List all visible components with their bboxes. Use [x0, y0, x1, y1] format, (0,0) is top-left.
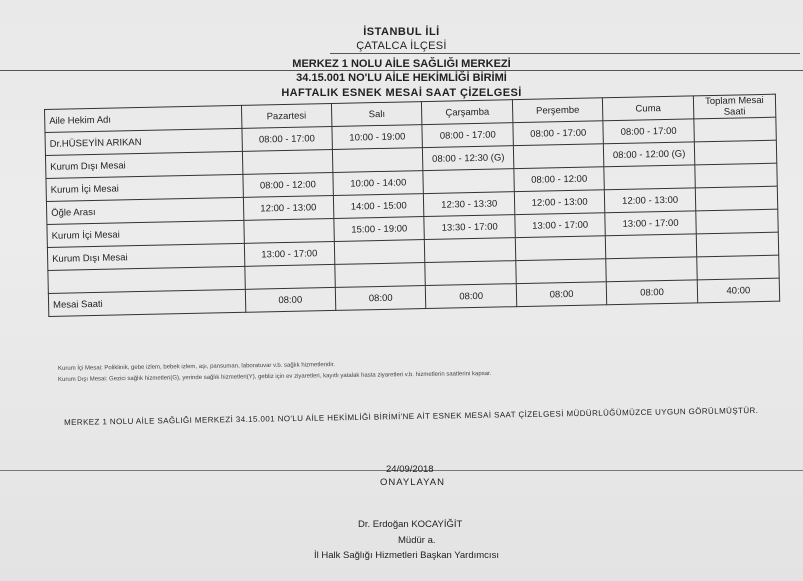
table-cell: 08:00 - 12:00: [514, 167, 605, 192]
table-cell: 08:00 - 17:00: [422, 123, 513, 148]
unit-heading: 34.15.001 NO'LU AİLE HEKİMLİĞİ BİRİMİ: [296, 72, 507, 84]
table-cell: Kurum İçi Mesai: [46, 174, 243, 201]
table-cell: [606, 234, 697, 259]
header-rule-2: [0, 70, 803, 71]
table-cell: [242, 149, 333, 174]
header-cell: Perşembe: [512, 98, 603, 123]
table-cell: 13:00 - 17:00: [515, 213, 606, 238]
table-cell: [425, 238, 516, 263]
table-cell: [695, 186, 778, 211]
table-cell: Öğle Arası: [46, 197, 243, 224]
table-cell: [606, 257, 697, 282]
header-cell: Cuma: [603, 96, 694, 121]
table-cell: 12:00 - 13:00: [243, 195, 334, 220]
table-cell: 13:00 - 17:00: [605, 211, 696, 236]
table-cell: [332, 148, 423, 173]
district-heading: ÇATALCA İLÇESİ: [356, 40, 447, 52]
table-cell: [696, 232, 779, 257]
header-rule-1: [330, 53, 800, 54]
table-cell: Kurum İçi Mesai: [47, 220, 244, 247]
table-cell: 13:30 - 17:00: [424, 215, 515, 240]
table-cell: 08:00 - 17:00: [513, 121, 604, 146]
note-external-hours: Kurum Dışı Mesai: Gezici sağlık hizmetleri(G), yerinde sağlık hizmetleri(Y), gebliz için ev ziyaretleri, kayıtlı yatalak hasta ziyaretleri v.b. hizmetlerin saatlerini kapsar.: [57, 370, 492, 384]
table-cell: [696, 209, 779, 234]
table-cell: 15:00 - 19:00: [334, 217, 425, 242]
table-cell: Dr.HÜSEYİN ARIKAN: [45, 128, 242, 155]
table-cell: 08:00 - 12:30 (G): [423, 146, 514, 171]
weekly-schedule-table: [44, 94, 780, 317]
table-cell: [243, 218, 334, 243]
table-cell: 08:00 - 17:00: [241, 126, 332, 151]
signatory-title: İl Halk Sağlığı Hizmetleri Başkan Yardımcısı: [314, 550, 499, 561]
table-cell: [697, 255, 780, 280]
header-cell: Pazartesi: [241, 103, 332, 128]
table-cell: Kurum Dışı Mesai: [45, 151, 242, 178]
header-cell: Aile Hekim Adı: [45, 105, 242, 132]
header-cell: Toplam Mesai Saati: [693, 94, 776, 119]
approved-by-label: ONAYLAYAN: [380, 477, 445, 488]
table-cell: [425, 261, 516, 286]
table-cell: [695, 163, 778, 188]
table-cell: 08:00: [426, 284, 517, 309]
table-cell: [334, 240, 425, 265]
table-cell: [515, 236, 606, 261]
table-cell: 14:00 - 15:00: [333, 194, 424, 219]
table-cell: 40:00: [697, 278, 780, 303]
table-cell: 08:00: [516, 282, 607, 307]
table-cell: Mesai Saati: [48, 289, 245, 316]
signatory-name: Dr. Erdoğan KOCAYİĞİT: [358, 519, 463, 530]
table-cell: Kurum Dışı Mesai: [47, 243, 244, 270]
approval-statement: MERKEZ 1 NOLU AİLE SAĞLIĞI MERKEZİ 34.15.001 NO'LU AİLE HEKİMLİĞİ BİRİMİ'NE AİT ESNEK MESAİ SAAT ÇİZELGESİ MÜDÜRLÜĞÜMÜZCE UYGUN GÖRÜLMÜŞTÜR.: [63, 405, 759, 428]
table-cell: 12:30 - 13:30: [424, 192, 515, 217]
table-cell: 08:00 - 17:00: [603, 119, 694, 144]
table-cell: 08:00: [335, 286, 426, 311]
table-cell: [513, 144, 604, 169]
table-cell: 08:00 - 12:00: [242, 172, 333, 197]
table-cell: [694, 117, 777, 142]
table-cell: 08:00: [607, 280, 698, 305]
table-cell: [423, 169, 514, 194]
table-cell: 12:00 - 13:00: [514, 190, 605, 215]
table-cell: [244, 264, 335, 289]
note-internal-hours: Kurum İçi Mesai: Poliklinik, gebe izlem, bebek izlem, aşı, pansuman, laboratuvar v.b. sağlık hizmetleridir.: [57, 362, 336, 372]
table-cell: [335, 263, 426, 288]
table-cell: 12:00 - 13:00: [605, 188, 696, 213]
approval-date: 24/09/2018: [386, 464, 434, 475]
table-cell: [516, 259, 607, 284]
table-cell: 13:00 - 17:00: [244, 241, 335, 266]
signatory-role: Müdür a.: [398, 535, 436, 546]
schedule-title: HAFTALIK ESNEK MESAİ SAAT ÇİZELGESİ: [281, 87, 522, 99]
table-cell: [694, 140, 777, 165]
province-heading: İSTANBUL İLİ: [363, 26, 440, 38]
table-cell: 08:00 - 12:00 (G): [604, 142, 695, 167]
header-cell: Salı: [331, 102, 422, 127]
table-cell: 10:00 - 19:00: [332, 125, 423, 150]
table-cell: 08:00: [245, 287, 336, 312]
header-cell: Çarşamba: [422, 100, 513, 125]
center-heading: MERKEZ 1 NOLU AİLE SAĞLIĞI MERKEZİ: [292, 58, 511, 70]
table-cell: 10:00 - 14:00: [333, 171, 424, 196]
table-cell: [604, 165, 695, 190]
